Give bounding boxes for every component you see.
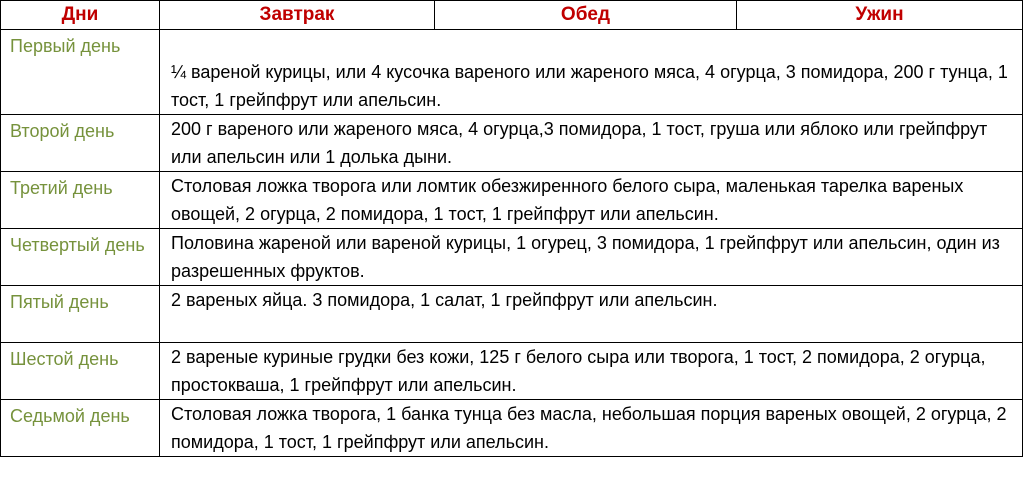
- header-breakfast: Завтрак: [160, 1, 435, 30]
- day-label: Пятый день: [1, 286, 160, 343]
- header-dinner: Ужин: [737, 1, 1023, 30]
- table-header-row: [1, 1, 1023, 30]
- table-row: [1, 400, 1023, 457]
- header-lunch: Обед: [435, 1, 737, 30]
- table-row: [1, 30, 1023, 115]
- day-menu: 2 вареные куриные грудки без кожи, 125 г белого сыра или творога, 1 тост, 2 помидора, 2 огурца, простокваша, 1 грейпфрут или апельсин.: [160, 343, 1023, 400]
- day-menu: Столовая ложка творога, 1 банка тунца без масла, небольшая порция вареных овощей, 2 огурца, 2 помидора, 1 тост, 1 грейпфрут или апельсин.: [160, 400, 1023, 457]
- table-row: [1, 286, 1023, 343]
- day-label: Первый день: [1, 30, 160, 115]
- day-label: Третий день: [1, 172, 160, 229]
- day-menu: 2 вареных яйца. 3 помидора, 1 салат, 1 грейпфрут или апельсин.: [160, 286, 1023, 343]
- day-label: Шестой день: [1, 343, 160, 400]
- table-row: [1, 115, 1023, 172]
- day-label: Седьмой день: [1, 400, 160, 457]
- day-menu: Столовая ложка творога или ломтик обезжиренного белого сыра, маленькая тарелка вареных овощей, 2 огурца, 2 помидора, 1 тост, 1 грейпфрут или апельсин.: [160, 172, 1023, 229]
- day-menu: 200 г вареного или жареного мяса, 4 огурца,3 помидора, 1 тост, груша или яблоко или грейпфрут или апельсин или 1 долька дыни.: [160, 115, 1023, 172]
- day-label: Второй день: [1, 115, 160, 172]
- table-row: [1, 172, 1023, 229]
- table-row: [1, 343, 1023, 400]
- table-row: [1, 229, 1023, 286]
- day-label: Четвертый день: [1, 229, 160, 286]
- header-days: Дни: [1, 1, 160, 30]
- day-menu: Половина жареной или вареной курицы, 1 огурец, 3 помидора, 1 грейпфрут или апельсин, один из разрешенных фруктов.: [160, 229, 1023, 286]
- day-menu: ¼ вареной курицы, или 4 кусочка вареного или жареного мяса, 4 огурца, 3 помидора, 200 г тунца, 1 тост, 1 грейпфрут или апельсин.: [160, 30, 1023, 115]
